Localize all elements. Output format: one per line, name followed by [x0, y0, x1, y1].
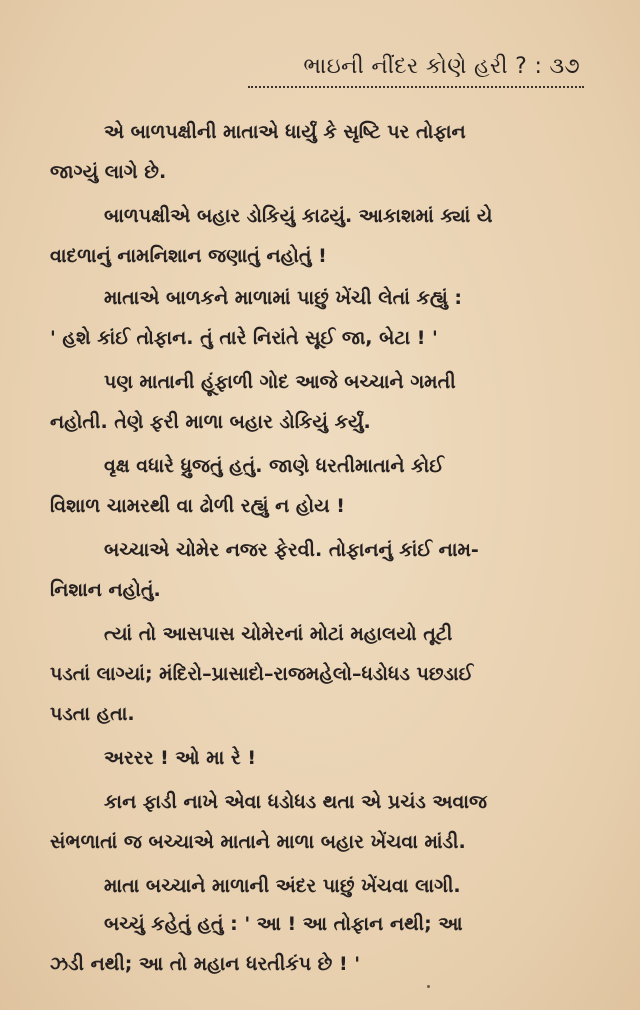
text-line: ઝડી નથી; આ તો મહાન ધરતીકંપ છે ! ' — [50, 953, 361, 975]
text-line: બચ્ચાએ ચોમેર નજર ફેરવી. તોફાનનું કાંઈ નામ- — [104, 539, 479, 561]
text-line: સંભળાતાં જ બચ્ચાએ માતાને માળા બહાર ખેંચવા માંડી. — [50, 831, 466, 853]
text-line: માતા બચ્ચાને માળાની અંદર પાછું ખેંચવા લાગી. — [104, 875, 461, 897]
text-line: પડતાં લાગ્યાં; મંદિરો–પ્રાસાદો–રાજમહેલો–ધડોધડ પછડાઈ — [50, 663, 474, 685]
text-line: ત્યાં તો આસપાસ ચોમેરનાં મોટાં મહાલયો તૂટી — [104, 623, 453, 645]
text-line: બચ્ચું કહેતું હતું : ' આ ! આ તોફાન નથી; આ — [104, 913, 463, 935]
text-line: પણ માતાની હૂંફાળી ગોદ આજે બચ્ચાને ગમતી — [104, 371, 456, 393]
text-line: અરરર ! ઓ મા રે ! — [104, 747, 256, 769]
text-line: એ બાળપક્ષીની માતાએ ધાર્યું કે સૃષ્ટિ પર તોફાન — [104, 121, 466, 143]
text-line: બાળપક્ષીએ બહાર ડોકિયું કાઢયું. આકાશમાં ક્યાં યે — [104, 205, 493, 227]
text-line: જાગ્યું લાગે છે. — [50, 161, 167, 183]
running-head: ભાઇની નીંદર કોણે હરી ? : ૩૭ — [303, 53, 580, 79]
page-header — [250, 46, 580, 86]
text-line: પડતા હતા. — [50, 703, 135, 725]
text-line: ' હશે કાંઈ તોફાન. તું તારે નિરાંતે સૂઈ જા, બેટા ! ' — [50, 327, 438, 349]
text-line: માતાએ બાળકને માળામાં પાછું ખેંચી લેતાં કહ્યું : — [104, 287, 463, 309]
header-rule — [248, 86, 584, 88]
text-line: વિશાળ ચામરથી વા ઢોળી રહ્યું ન હોય ! — [50, 495, 345, 517]
text-line: નિશાન નહોતું. — [50, 579, 161, 601]
ink-speck — [427, 985, 430, 988]
text-line: વાદળાનું નામનિશાન જણાતું નહોતું ! — [50, 245, 327, 267]
text-line: નહોતી. તેણે ફરી માળા બહાર ડોકિયું કર્યું. — [50, 411, 371, 433]
text-line: વૃક્ષ વધારે ધ્રુજતું હતું. જાણે ધરતીમાતાને કોઈ — [104, 455, 444, 477]
text-line: કાન ફાડી નાખે એવા ધડોધડ થતા એ પ્રચંડ અવાજ — [104, 791, 487, 813]
